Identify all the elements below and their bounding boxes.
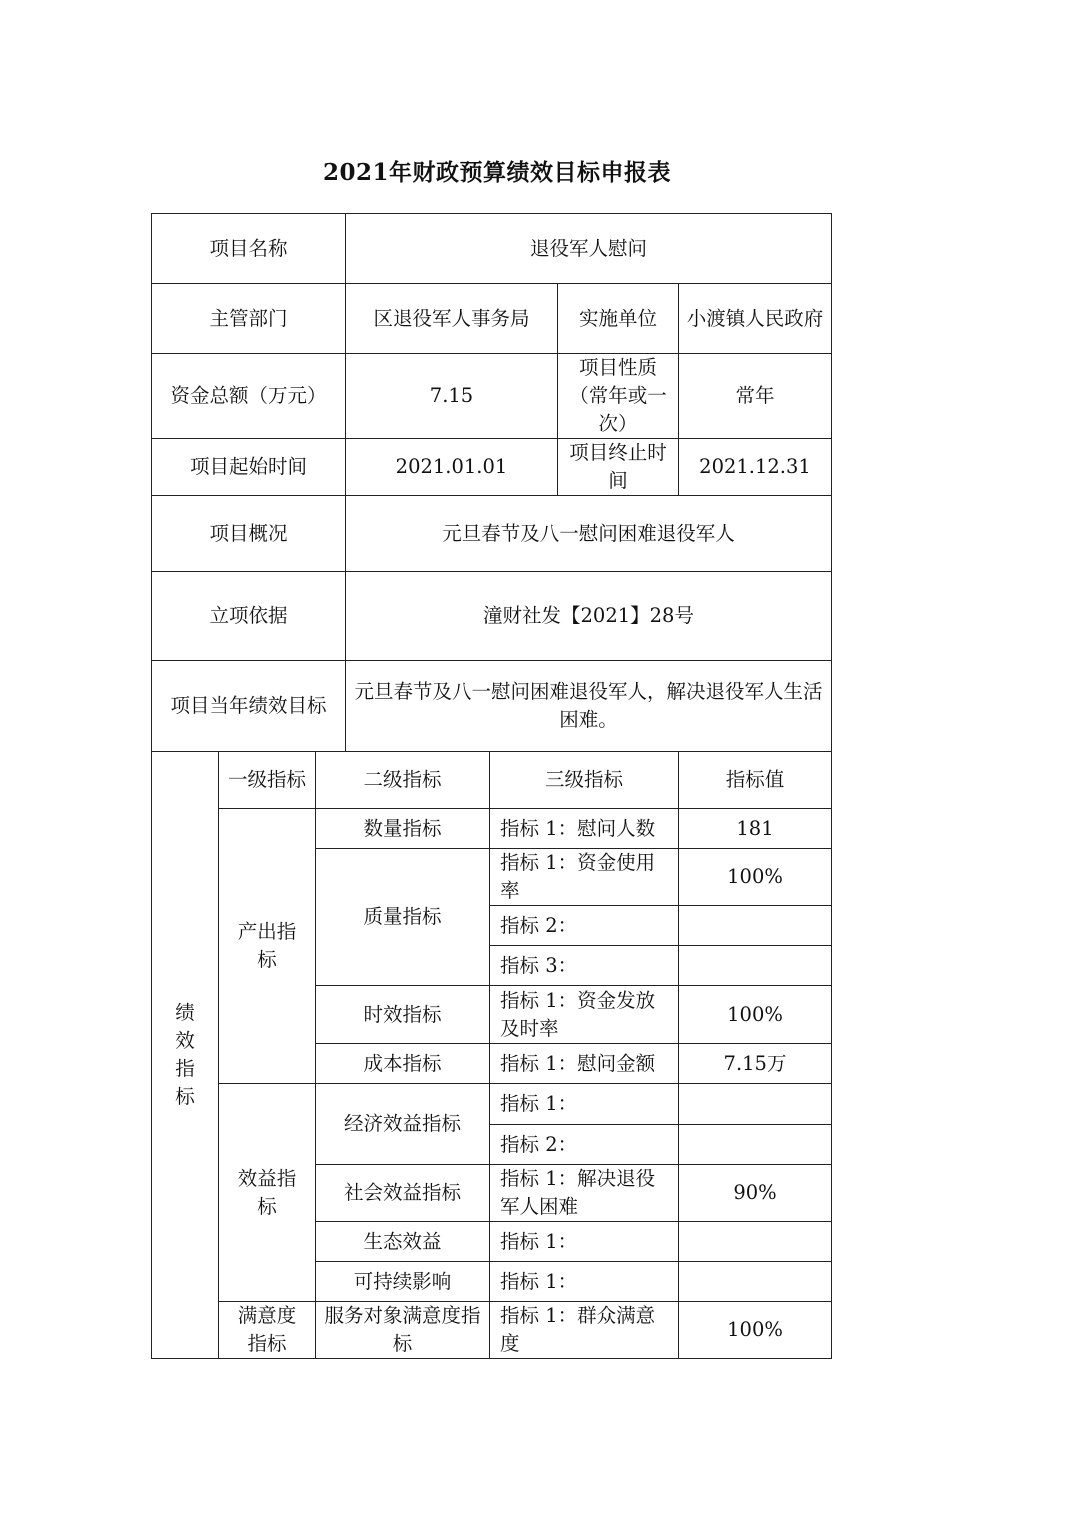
nature-label: 项目性质（常年或一次） [558, 354, 679, 439]
ecological-indicator-label: 生态效益 [316, 1222, 490, 1262]
end-time-value: 2021.12.31 [679, 439, 832, 496]
timeliness-indicator-label: 时效指标 [316, 986, 490, 1044]
start-time-label: 项目起始时间 [152, 439, 346, 496]
cost-indicator-1: 指标 1：慰问金额 [490, 1044, 679, 1084]
cost-indicator-label: 成本指标 [316, 1044, 490, 1084]
performance-indicators-label: 绩效指标 [152, 752, 219, 1359]
quantity-indicator-1-value: 181 [679, 809, 832, 849]
table-row [152, 809, 832, 849]
quality-indicator-2-value [679, 906, 832, 946]
nature-value: 常年 [679, 354, 832, 439]
social-indicator-label: 社会效益指标 [316, 1165, 490, 1222]
economic-indicator-2-value [679, 1125, 832, 1165]
row-period [152, 439, 832, 496]
output-indicators-label: 产出指标 [219, 809, 316, 1084]
row-funds [152, 354, 832, 439]
basis-value: 潼财社发【2021】28号 [346, 572, 832, 661]
end-time-label: 项目终止时间 [558, 439, 679, 496]
ecological-indicator-1: 指标 1： [490, 1222, 679, 1262]
quality-indicator-2: 指标 2： [490, 906, 679, 946]
budget-performance-table [151, 213, 832, 1359]
economic-indicator-1: 指标 1： [490, 1084, 679, 1125]
ecological-indicator-1-value [679, 1222, 832, 1262]
economic-indicator-label: 经济效益指标 [316, 1084, 490, 1165]
benefit-indicators-label: 效益指标 [219, 1084, 316, 1302]
indicator-header-row [152, 752, 832, 809]
quality-indicator-1-value: 100% [679, 849, 832, 906]
service-satisfaction-indicator-1-value: 100% [679, 1302, 832, 1359]
start-time-value: 2021.01.01 [346, 439, 558, 496]
table-row [152, 1084, 832, 1125]
satisfaction-indicators-label: 满意度指标 [219, 1302, 316, 1359]
overview-value: 元旦春节及八一慰问困难退役军人 [346, 496, 832, 572]
quality-indicator-1: 指标 1：资金使用率 [490, 849, 679, 906]
funds-label: 资金总额（万元） [152, 354, 346, 439]
row-basis [152, 572, 832, 661]
row-project-name [152, 214, 832, 284]
quantity-indicator-1: 指标 1：慰问人数 [490, 809, 679, 849]
page-title: 2021年财政预算绩效目标申报表 [322, 159, 671, 186]
quality-indicator-label: 质量指标 [316, 849, 490, 986]
quantity-indicator-label: 数量指标 [316, 809, 490, 849]
cost-indicator-1-value: 7.15万 [679, 1044, 832, 1084]
basis-label: 立项依据 [152, 572, 346, 661]
economic-indicator-2: 指标 2： [490, 1125, 679, 1165]
social-indicator-1: 指标 1：解决退役军人困难 [490, 1165, 679, 1222]
header-level1: 一级指标 [219, 752, 316, 809]
overview-label: 项目概况 [152, 496, 346, 572]
implementer-label: 实施单位 [558, 284, 679, 354]
department-value: 区退役军人事务局 [346, 284, 558, 354]
service-satisfaction-label: 服务对象满意度指标 [316, 1302, 490, 1359]
social-indicator-1-value: 90% [679, 1165, 832, 1222]
table-row [152, 1302, 832, 1359]
implementer-value: 小渡镇人民政府 [679, 284, 832, 354]
sustainable-indicator-1-value [679, 1262, 832, 1302]
row-goal [152, 661, 832, 752]
timeliness-indicator-1-value: 100% [679, 986, 832, 1044]
funds-value: 7.15 [346, 354, 558, 439]
department-label: 主管部门 [152, 284, 346, 354]
service-satisfaction-indicator-1: 指标 1：群众满意度 [490, 1302, 679, 1359]
quality-indicator-3: 指标 3： [490, 946, 679, 986]
header-level2: 二级指标 [316, 752, 490, 809]
goal-value: 元旦春节及八一慰问困难退役军人，解决退役军人生活困难。 [346, 661, 832, 752]
header-value: 指标值 [679, 752, 832, 809]
economic-indicator-1-value [679, 1084, 832, 1125]
quality-indicator-3-value [679, 946, 832, 986]
header-level3: 三级指标 [490, 752, 679, 809]
project-name-value: 退役军人慰问 [346, 214, 832, 284]
sustainable-indicator-1: 指标 1： [490, 1262, 679, 1302]
row-department [152, 284, 832, 354]
project-name-label: 项目名称 [152, 214, 346, 284]
sustainable-indicator-label: 可持续影响 [316, 1262, 490, 1302]
goal-label: 项目当年绩效目标 [152, 661, 346, 752]
row-overview [152, 496, 832, 572]
timeliness-indicator-1: 指标 1：资金发放及时率 [490, 986, 679, 1044]
